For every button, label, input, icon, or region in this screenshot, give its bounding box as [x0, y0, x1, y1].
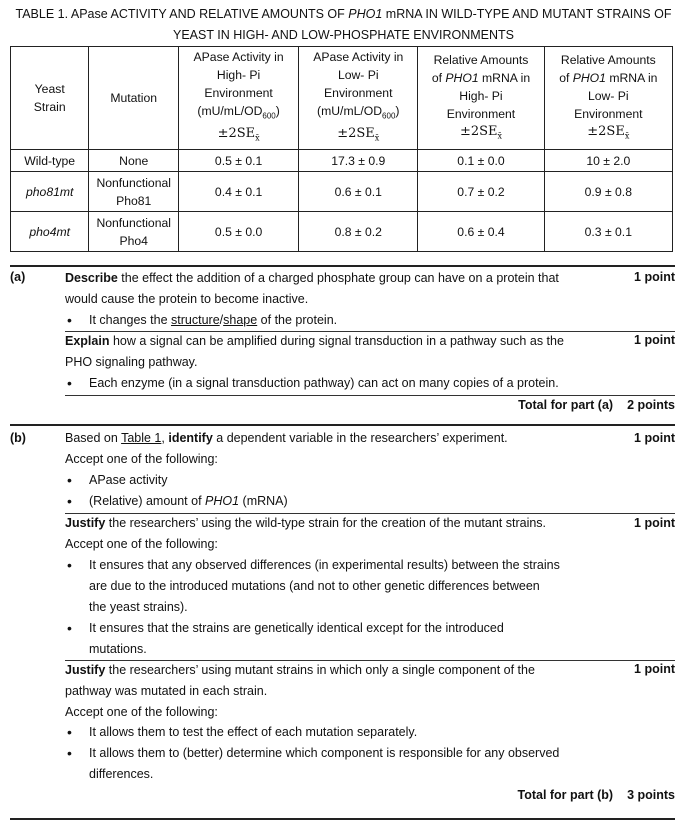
- cell-mutation: None: [89, 150, 179, 172]
- part-a-total: Total for part (a) 2 points: [518, 398, 675, 412]
- part-a-question-1: Describe the effect the addition of a charged phosphate group can have on a protein that would cause the protein to become inactive.: [65, 271, 559, 306]
- part-b-label: (b): [10, 431, 26, 445]
- header-relative-high: Relative Amounts of PHO1 mRNA in High- Pi Environment $\pm 2SE_{x̄}$: [418, 47, 544, 150]
- part-b-total: Total for part (b) 3 points: [517, 788, 675, 802]
- header-mutation: Mutation: [89, 47, 179, 150]
- cell-rel-high: 0.7 ± 0.2: [418, 172, 544, 212]
- cell-apase-high: 0.5 ± 0.1: [179, 150, 299, 172]
- cell-strain: pho4mt: [11, 212, 89, 252]
- cell-strain: pho81mt: [11, 172, 89, 212]
- table-row: [11, 172, 673, 212]
- cell-rel-low: 10 ± 2.0: [544, 150, 672, 172]
- cell-rel-high: 0.6 ± 0.4: [418, 212, 544, 252]
- cell-apase-high: 0.4 ± 0.1: [179, 172, 299, 212]
- yeast-data-table: [10, 46, 673, 252]
- se-label: $\pm 2SE_{x̄}$: [587, 123, 630, 141]
- part-a-question-2: Explain how a signal can be amplified during signal transduction in a pathway such as the PHO signaling pathway.: [65, 334, 564, 369]
- cell-rel-low: 0.9 ± 0.8: [544, 172, 672, 212]
- table-title-line-2: YEAST IN HIGH- AND LOW-PHOSPHATE ENVIRONMENTS: [172, 28, 515, 42]
- part-b-question-1: Based on Table 1, identify a dependent variable in the researchers’ experiment. Accept one of the following:: [65, 431, 508, 466]
- cell-rel-high: 0.1 ± 0.0: [418, 150, 544, 172]
- part-a-total-rule: [65, 395, 675, 396]
- se-label: $\pm 2SE_{x̄}$: [459, 123, 503, 141]
- part-a-q2-answer: • Each enzyme (in a signal transduction pathway) can act on many copies of a protein.: [65, 373, 625, 394]
- part-b-q3-answer-1: • It allows them to test the effect of each mutation separately.: [65, 722, 620, 743]
- header-yeast-strain: Yeast Strain: [11, 47, 89, 150]
- table-row: [11, 212, 673, 252]
- cell-strain: Wild-type: [11, 150, 89, 172]
- part-b-q2-points: 1 point: [634, 516, 675, 530]
- title-gene-name: PHO1: [348, 7, 383, 21]
- part-b-q2-answer-1: • It ensures that any observed differences (in experimental results) between the strains are due to the introduced mutations (and not to other genetic differences between the yeast strains).: [65, 555, 620, 617]
- header-apase-high: APase Activity in High- Pi Environment $(mU/mL/OD_{600})$ $\pm 2SE_{x̄}$: [179, 47, 299, 150]
- table-row: [11, 150, 673, 172]
- part-b-q1-answer-1: • APase activity: [65, 470, 595, 491]
- part-b-question-3: Justify the researchers’ using mutant strains in which only a single component of the pathway was mutated in each strain. Accept one of the following:: [65, 663, 535, 719]
- part-a-q2-points: 1 point: [634, 333, 675, 347]
- part-a-top-rule: [10, 265, 675, 267]
- table-header-row: [11, 47, 673, 150]
- se-label: $\pm 2SE_{x̄}$: [217, 126, 260, 144]
- cell-apase-low: 17.3 ± 0.9: [299, 150, 418, 172]
- part-b-question-2: Justify the researchers’ using the wild-type strain for the creation of the mutant strains. Accept one of the following:: [65, 516, 547, 551]
- part-a-q1-answer: • It changes the structure/shape of the protein.: [65, 310, 595, 331]
- se-label: $\pm 2SE_{x̄}$: [337, 126, 380, 144]
- part-a-label: (a): [10, 270, 26, 284]
- cell-rel-low: 0.3 ± 0.1: [544, 212, 672, 252]
- part-b-q2-answer-2: • It ensures that the strains are genetically identical except for the introduced mutations.: [65, 618, 620, 660]
- cell-apase-high: 0.5 ± 0.0: [179, 212, 299, 252]
- part-a-q1-points: 1 point: [634, 270, 675, 284]
- table-title: [0, 4, 687, 46]
- table-title-line-1: TABLE 1. APase ACTIVITY AND RELATIVE AMOUNTS OF PHO1 mRNA IN WILD-TYPE AND MUTANT STRAINS OF: [15, 7, 672, 21]
- units: $(mU/mL/OD_{600})$: [197, 104, 280, 121]
- part-b-q1-points: 1 point: [634, 431, 675, 445]
- cell-apase-low: 0.8 ± 0.2: [299, 212, 418, 252]
- part-b-top-rule: [10, 424, 675, 426]
- part-b-q3-answer-2: • It allows them to (better) determine which component is responsible for any observed differences.: [65, 743, 620, 785]
- header-apase-low: APase Activity in Low- Pi Environment $(mU/mL/OD_{600})$ $\pm 2SE_{x̄}$: [299, 47, 418, 150]
- table-1-link[interactable]: Table 1: [121, 431, 162, 445]
- cell-mutation: Nonfunctional Pho81: [89, 172, 179, 212]
- part-b-q1-answer-2: • (Relative) amount of PHO1 (mRNA): [65, 491, 595, 512]
- header-relative-low: Relative Amounts of PHO1 mRNA in Low- Pi Environment $\pm 2SE_{x̄}$: [544, 47, 672, 150]
- part-b-q3-points: 1 point: [634, 662, 675, 676]
- cell-apase-low: 0.6 ± 0.1: [299, 172, 418, 212]
- part-b-bottom-rule: [10, 818, 675, 820]
- units: $(mU/mL/OD_{600})$: [317, 104, 400, 121]
- cell-mutation: Nonfunctional Pho4: [89, 212, 179, 252]
